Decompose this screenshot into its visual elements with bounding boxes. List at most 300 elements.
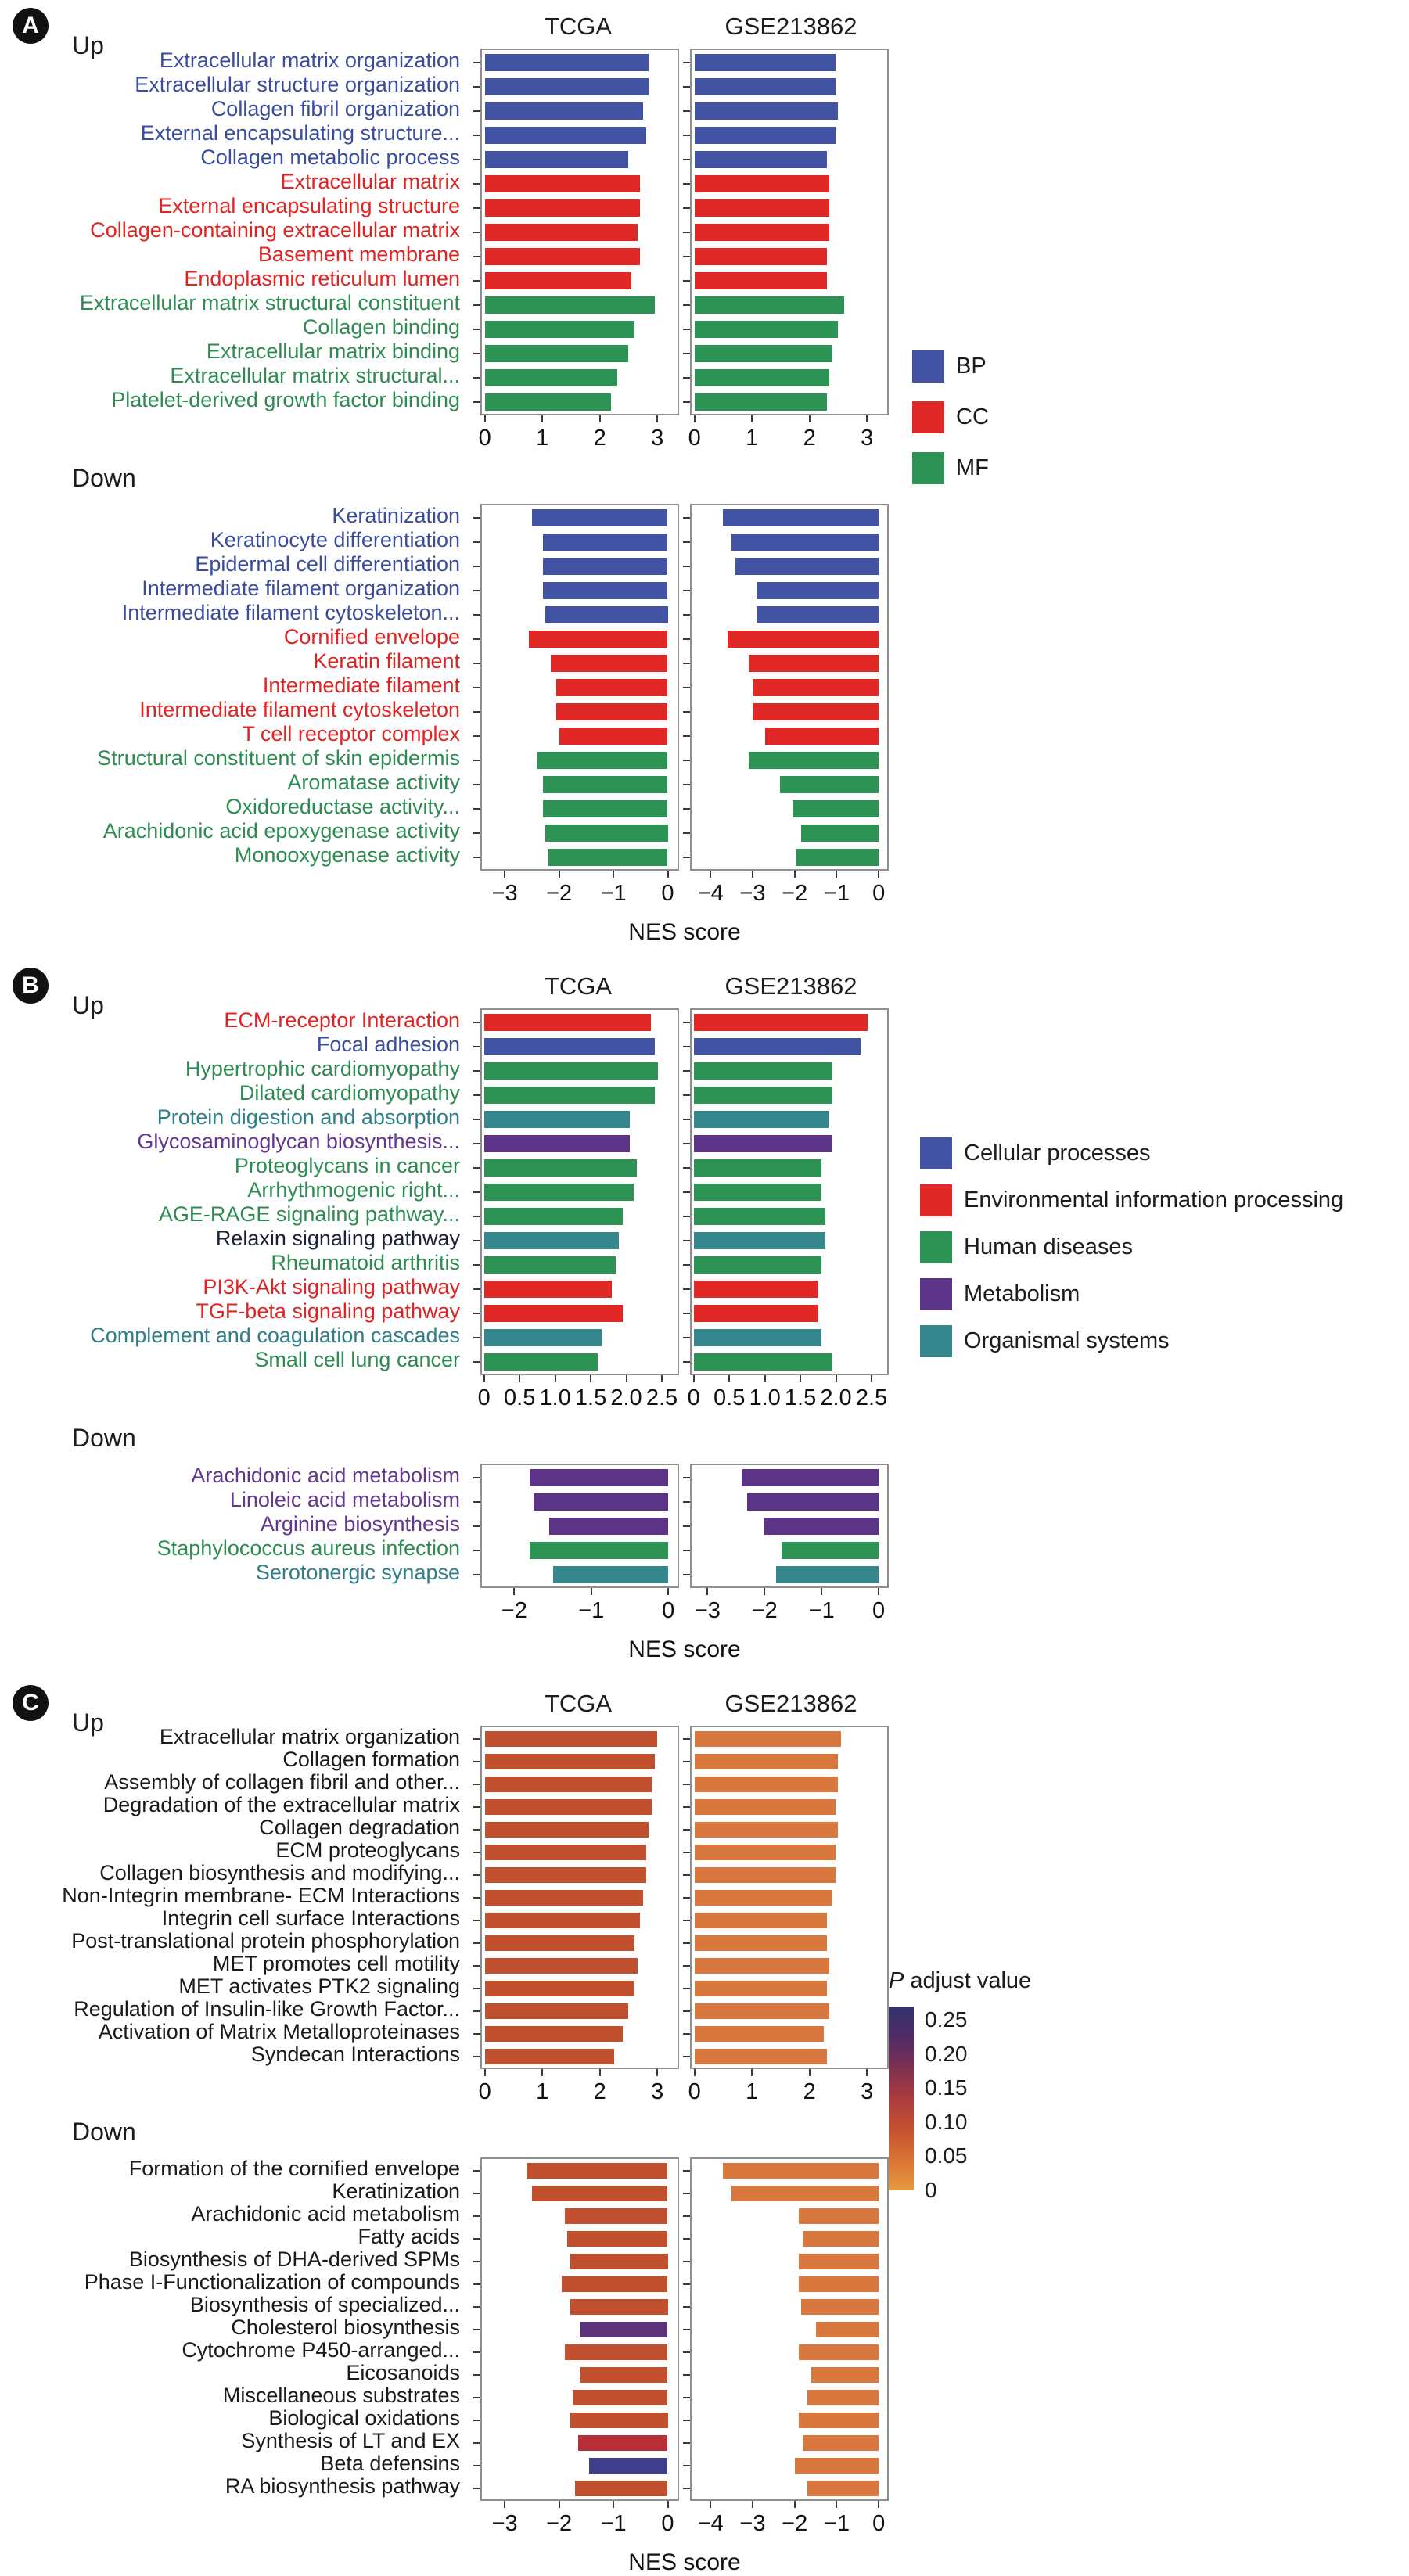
y-tick <box>473 1361 480 1363</box>
x-tick <box>751 2069 753 2076</box>
x-tick-label: 0 <box>872 1598 886 1623</box>
legend-label: Environmental information processing <box>964 1187 1344 1213</box>
y-tick <box>683 735 690 737</box>
legend-swatch <box>920 1231 952 1263</box>
y-tick <box>473 2306 480 2308</box>
panel-a-badge <box>13 8 49 44</box>
y-tick <box>473 687 480 688</box>
y-tick <box>473 256 480 257</box>
bar-tcga <box>485 1935 634 1951</box>
panel-b-titles <box>480 972 1409 1001</box>
x-tick-label: 0 <box>872 881 886 906</box>
bar-gse <box>695 1958 830 1974</box>
plot-gse <box>690 2157 889 2536</box>
panel-a <box>0 0 1409 946</box>
bar-tcga <box>485 321 634 338</box>
category-label: Extracellular matrix structural... <box>170 364 460 387</box>
y-tick <box>473 1240 480 1241</box>
y-tick <box>683 663 690 664</box>
legend-label: Metabolism <box>964 1281 1080 1306</box>
y-tick <box>473 517 480 519</box>
x-tick <box>710 871 711 878</box>
category-label: Arginine biosynthesis <box>260 1512 460 1536</box>
bar-tcga <box>556 679 667 696</box>
y-tick <box>683 760 690 761</box>
legend-swatch <box>912 350 944 383</box>
x-tick-label: 1.0 <box>539 1385 571 1410</box>
bar-gse <box>765 728 879 745</box>
bar-tcga <box>530 1469 668 1486</box>
panel-a-up-label: Up <box>72 31 104 59</box>
y-tick <box>473 1167 480 1169</box>
bar-tcga <box>485 1913 641 1928</box>
bar-tcga <box>567 2231 667 2247</box>
dataset-title-tcga: TCGA <box>544 13 613 40</box>
bar-tcga <box>543 534 668 551</box>
dataset-title-gse213862: GSE213862 <box>724 1690 857 1717</box>
y-tick <box>473 2351 480 2353</box>
x-tick-label: 3 <box>651 2079 664 2104</box>
plot-gse <box>687 1008 889 1410</box>
y-tick <box>473 2283 480 2285</box>
category-label: Extracellular matrix structural constituent <box>79 291 460 314</box>
y-tick <box>473 614 480 616</box>
y-tick <box>473 2329 480 2330</box>
legend-swatch <box>912 401 944 433</box>
bar-gse <box>749 752 879 769</box>
category-label: Activation of Matrix Metalloproteinases <box>98 2020 460 2043</box>
y-tick <box>683 687 690 688</box>
bar-gse <box>807 2390 879 2405</box>
bar-gse <box>801 2299 879 2315</box>
x-tick-label: 2 <box>593 426 606 451</box>
bar-tcga <box>565 2208 668 2224</box>
y-tick <box>473 1874 480 1876</box>
x-tick-label: 0 <box>661 881 674 906</box>
category-label: Intermediate filament <box>262 674 460 697</box>
y-tick <box>473 735 480 737</box>
panel-b-badge <box>13 968 49 1004</box>
x-tick-label: 1.5 <box>784 1385 817 1410</box>
category-label: Dilated cardiomyopathy <box>239 1081 460 1105</box>
bar-gse <box>757 606 879 623</box>
x-tick-label: 2 <box>803 426 816 451</box>
bar-tcga <box>484 1184 634 1201</box>
bar-gse <box>811 2367 879 2383</box>
bar-gse <box>695 296 844 314</box>
x-tick-label: −1 <box>823 2511 850 2536</box>
category-label: Collagen formation <box>282 1748 460 1771</box>
category-label: Miscellaneous substrates <box>222 2384 460 2407</box>
y-tick <box>473 401 480 403</box>
y-tick <box>683 1313 690 1314</box>
category-label: Staphylococcus aureus infection <box>156 1536 460 1560</box>
category-label: Arachidonic acid epoxygenase activity <box>102 819 460 842</box>
bar-gse <box>807 2481 879 2496</box>
category-label: External encapsulating structure <box>158 194 460 217</box>
y-tick <box>683 1550 690 1551</box>
bar-gse <box>796 849 879 866</box>
category-label: Phase I-Functionalization of compounds <box>84 2270 460 2294</box>
category-label: Arachidonic acid metabolism <box>191 2202 460 2226</box>
y-tick <box>683 1525 690 1527</box>
bar-tcga <box>485 2049 614 2064</box>
x-tick <box>694 415 696 422</box>
bar-gse <box>695 224 830 241</box>
y-tick <box>473 1942 480 1944</box>
bar-gse <box>695 248 827 265</box>
y-tick <box>473 1784 480 1785</box>
x-tick-label: 1.5 <box>574 1385 607 1410</box>
bar-gse <box>695 175 830 192</box>
panel-b <box>0 946 1409 1663</box>
legend-item <box>912 452 989 484</box>
axis-space <box>0 415 1409 464</box>
bar-tcga <box>484 1014 652 1031</box>
x-tick <box>613 2501 614 2508</box>
x-tick <box>694 2069 696 2076</box>
category-label: Extracellular matrix <box>280 170 460 193</box>
bar-gse <box>694 1014 868 1031</box>
x-tick <box>656 2069 658 2076</box>
panel-c-up-label: Up <box>72 1708 104 1737</box>
bar-gse <box>695 199 830 217</box>
category-label: Collagen metabolic process <box>200 146 460 169</box>
dataset-title-tcga: TCGA <box>544 1690 613 1717</box>
category-label: Integrin cell surface Interactions <box>161 1906 460 1930</box>
category-label: Formation of the cornified envelope <box>128 2157 460 2180</box>
x-tick <box>821 1588 822 1595</box>
bar-gse <box>695 1845 836 1860</box>
x-tick <box>764 1375 766 1382</box>
y-tick <box>473 353 480 354</box>
legend-item <box>920 1137 1343 1169</box>
x-tick-label: −2 <box>782 881 808 906</box>
bar-gse <box>799 2208 879 2224</box>
category-label: Intermediate filament cytoskeleton <box>139 698 460 721</box>
bar-gse <box>695 1799 836 1815</box>
y-tick <box>683 2283 690 2285</box>
category-label: AGE-RAGE signaling pathway... <box>158 1202 460 1226</box>
bar-tcga <box>484 1208 623 1225</box>
bar-tcga <box>485 54 649 71</box>
y-tick <box>683 110 690 112</box>
bar-gse <box>742 1469 879 1486</box>
y-tick <box>473 110 480 112</box>
y-tick <box>683 353 690 354</box>
legend-item <box>920 1278 1343 1310</box>
y-tick <box>473 207 480 209</box>
x-tick-label: 3 <box>861 426 874 451</box>
x-tick-label: 2.0 <box>610 1385 642 1410</box>
bar-gse <box>803 2231 879 2247</box>
x-tick <box>504 2501 505 2508</box>
bar-tcga <box>485 1845 646 1860</box>
x-tick-label: 2 <box>803 2079 816 2104</box>
x-tick <box>590 1375 591 1382</box>
y-tick <box>473 2397 480 2398</box>
panel-c-badge <box>13 1685 49 1721</box>
bar-tcga <box>532 2186 668 2201</box>
bar-tcga <box>485 1754 655 1769</box>
plot-gse <box>690 1464 889 1623</box>
category-label: Epidermal cell differentiation <box>195 552 460 576</box>
category-label: Relaxin signaling pathway <box>215 1227 460 1250</box>
plot-tcga <box>480 1464 679 1623</box>
bar-tcga <box>580 2367 667 2383</box>
x-tick <box>764 1588 765 1595</box>
x-tick <box>513 1588 515 1595</box>
category-label: MET activates PTK2 signaling <box>178 1974 460 1998</box>
bar-gse <box>695 102 839 120</box>
x-tick-label: −1 <box>600 2511 627 2536</box>
panel-b-legend <box>920 1137 1343 1357</box>
category-label: Biological oxidations <box>268 2406 460 2430</box>
bar-gse <box>694 1184 822 1201</box>
bar-gse <box>695 1754 839 1769</box>
gradient-tick-label: 0 <box>925 2178 937 2202</box>
bar-tcga <box>543 776 668 793</box>
plot-tcga <box>478 49 679 451</box>
bar-gse <box>694 1038 861 1055</box>
x-tick <box>836 871 837 878</box>
y-tick <box>473 1806 480 1808</box>
y-tick <box>683 377 690 379</box>
bar-gse <box>731 534 879 551</box>
bar-gse <box>695 151 827 168</box>
bar-tcga <box>485 78 649 95</box>
y-tick <box>473 1852 480 1853</box>
x-tick <box>866 2069 868 2076</box>
y-tick <box>683 304 690 306</box>
bar-gse <box>694 1111 829 1128</box>
x-tick <box>752 871 753 878</box>
bar-tcga <box>537 752 668 769</box>
p-adjust-gradient-bar <box>889 2007 968 2202</box>
legend-label: Organismal systems <box>964 1328 1170 1353</box>
y-tick <box>683 280 690 282</box>
bar-gse <box>753 703 879 720</box>
x-tick <box>878 2501 879 2508</box>
bar-tcga <box>484 1281 613 1298</box>
x-tick-label: −3 <box>491 2511 518 2536</box>
x-tick <box>836 2501 837 2508</box>
bar-gse <box>695 54 836 71</box>
y-tick <box>473 159 480 160</box>
x-tick <box>483 1375 485 1382</box>
category-label: Intermediate filament organization <box>142 577 460 600</box>
y-tick <box>683 2056 690 2057</box>
category-label: Beta defensins <box>320 2452 460 2475</box>
bar-gse <box>694 1062 832 1080</box>
y-tick <box>683 2170 690 2172</box>
y-tick <box>473 1216 480 1217</box>
y-tick <box>683 1501 690 1503</box>
y-tick <box>473 329 480 330</box>
x-tick-label: −2 <box>751 1598 778 1623</box>
bar-gse <box>803 2435 879 2451</box>
y-tick <box>473 2442 480 2444</box>
category-label: Collagen-containing extracellular matrix <box>90 218 460 242</box>
x-tick-label: −4 <box>697 881 724 906</box>
bar-gse <box>695 2049 827 2064</box>
category-label: Biosynthesis of DHA-derived SPMs <box>128 2247 460 2271</box>
bar-gse <box>799 2276 879 2292</box>
legend-label: BP <box>956 354 987 379</box>
plot-gse <box>688 49 889 451</box>
y-tick <box>683 183 690 185</box>
bar-gse <box>694 1305 818 1322</box>
y-tick <box>473 2170 480 2172</box>
bar-tcga <box>543 558 668 575</box>
bar-gse <box>731 2186 879 2201</box>
x-tick-label: −4 <box>697 2511 724 2536</box>
panel-a-legend <box>912 350 989 484</box>
y-tick <box>473 1829 480 1831</box>
category-label: Synthesis of LT and EX <box>241 2429 460 2452</box>
x-tick-label: 2.0 <box>820 1385 852 1410</box>
x-tick <box>809 2069 811 2076</box>
bar-tcga <box>580 2322 667 2337</box>
panel-b-down-label: Down <box>72 1424 136 1452</box>
bar-gse <box>776 1566 879 1583</box>
category-label: MET promotes cell motility <box>212 1952 460 1975</box>
nes-score-label: NES score <box>628 1636 741 1662</box>
bar-tcga <box>530 1542 668 1559</box>
x-tick <box>484 415 486 422</box>
x-tick-label: 0 <box>478 2079 491 2104</box>
y-tick <box>683 1143 690 1144</box>
y-tick <box>683 2465 690 2466</box>
bar-gse <box>695 1913 827 1928</box>
x-tick <box>599 2069 601 2076</box>
bar-tcga <box>548 849 668 866</box>
category-label: Keratin filament <box>313 649 460 673</box>
y-tick <box>473 808 480 810</box>
y-tick <box>473 1525 480 1527</box>
dataset-title-tcga: TCGA <box>544 972 613 1000</box>
p-adjust-legend-title <box>889 1968 1031 1994</box>
bar-gse <box>694 1329 822 1346</box>
y-tick <box>683 86 690 88</box>
y-tick <box>683 2329 690 2330</box>
x-tick-label: 2 <box>593 2079 606 2104</box>
y-tick <box>683 2261 690 2262</box>
y-tick <box>683 517 690 519</box>
bar-tcga <box>485 1822 649 1838</box>
y-tick <box>683 1574 690 1575</box>
x-tick <box>559 2501 560 2508</box>
y-tick <box>473 183 480 185</box>
x-tick <box>866 415 868 422</box>
legend-swatch <box>920 1137 952 1169</box>
x-tick <box>794 871 796 878</box>
legend-swatch <box>920 1184 952 1216</box>
bar-gse <box>780 776 879 793</box>
y-tick <box>473 1761 480 1762</box>
gradient-tick-label: 0.25 <box>925 2007 968 2032</box>
x-tick-label: −2 <box>546 2511 573 2536</box>
category-label: Hypertrophic cardiomyopathy <box>185 1057 460 1080</box>
y-tick <box>473 1119 480 1120</box>
bar-gse <box>695 369 830 386</box>
bar-gse <box>747 1493 879 1511</box>
bar-gse <box>816 2322 879 2337</box>
panel-a-down-label: Down <box>72 464 136 492</box>
x-tick <box>667 1588 669 1595</box>
x-tick-label: −3 <box>491 881 518 906</box>
panel-b-down-chart <box>0 1464 1409 1623</box>
bar-gse <box>801 825 879 842</box>
category-label: Platelet-derived growth factor binding <box>111 388 460 411</box>
y-tick <box>473 2420 480 2421</box>
bar-gse <box>694 1135 832 1152</box>
y-tick <box>473 1337 480 1338</box>
bar-gse <box>795 2458 879 2474</box>
bar-tcga <box>543 582 668 599</box>
bar-tcga <box>484 1159 637 1177</box>
x-tick <box>504 871 505 878</box>
category-label: ECM proteoglycans <box>275 1838 460 1862</box>
y-tick <box>683 232 690 233</box>
x-tick-label: 3 <box>651 426 664 451</box>
category-label: T cell receptor complex <box>242 722 460 745</box>
y-tick <box>473 1988 480 1989</box>
bar-gse <box>694 1353 832 1371</box>
y-tick <box>683 1477 690 1478</box>
bar-tcga <box>485 1890 643 1906</box>
y-tick <box>683 159 690 160</box>
bar-gse <box>695 1822 839 1838</box>
y-tick <box>683 1965 690 1967</box>
category-label: Rheumatoid arthritis <box>271 1251 460 1274</box>
bar-gse <box>753 679 879 696</box>
bar-tcga <box>484 1135 630 1152</box>
bar-gse <box>694 1159 822 1177</box>
bar-tcga <box>485 1731 658 1747</box>
y-tick <box>473 857 480 858</box>
legend-label: MF <box>956 455 989 480</box>
bar-tcga <box>484 1256 616 1274</box>
legend-item <box>920 1325 1343 1357</box>
y-tick <box>683 2397 690 2398</box>
bar-gse <box>695 2003 830 2019</box>
bar-tcga <box>485 393 612 411</box>
panel-c <box>0 1663 1409 2576</box>
bar-tcga <box>484 1111 630 1128</box>
gradient-tick-label: 0.20 <box>925 2041 968 2066</box>
bar-tcga <box>545 606 667 623</box>
category-label: Intermediate filament cytoskeleton... <box>121 601 460 624</box>
x-tick <box>656 415 658 422</box>
y-tick <box>473 280 480 282</box>
y-tick <box>473 377 480 379</box>
y-tick <box>473 541 480 543</box>
y-tick <box>683 135 690 136</box>
category-label: Extracellular matrix organization <box>159 49 460 72</box>
x-tick-label: 0 <box>688 2079 701 2104</box>
y-tick <box>683 2488 690 2489</box>
bar-tcga <box>559 728 668 745</box>
category-label: Collagen fibril organization <box>210 97 460 120</box>
category-label: Extracellular structure organization <box>135 73 460 96</box>
bar-tcga <box>545 825 667 842</box>
y-tick <box>683 2374 690 2376</box>
bar-gse <box>695 1867 836 1883</box>
y-tick <box>473 135 480 136</box>
y-tick <box>683 1094 690 1096</box>
y-tick <box>473 760 480 761</box>
